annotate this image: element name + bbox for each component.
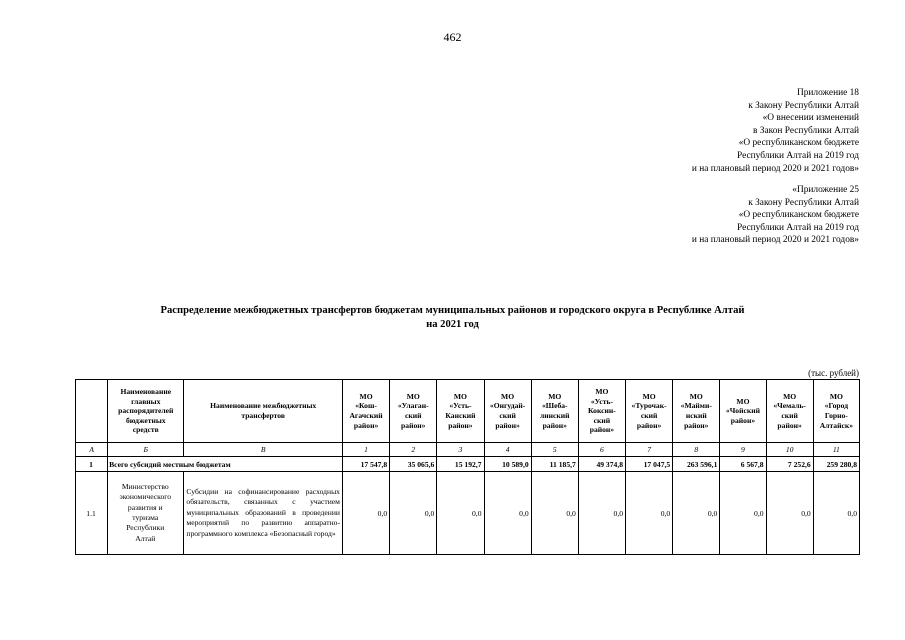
row-value: 0,0 [342, 472, 389, 555]
index-cell: 1 [342, 443, 389, 457]
row-number: 1.1 [76, 472, 108, 555]
transfer-description: Субсидии на софинансирование расходных обязательств, связанных с участием муниципальных образований в проведении мероприятий по развитию аппаратно-программного комплекса «Безопасный город» [184, 472, 343, 555]
title-line-2: на 2021 год [426, 319, 479, 330]
header-transfer: Наименование межбюджетных трансфертов [184, 380, 343, 443]
appendix-line: к Закону Республики Алтай [748, 100, 859, 111]
total-value: 7 252,6 [766, 457, 813, 472]
appendix-line: Приложение 18 [796, 88, 859, 98]
table-row [76, 472, 860, 555]
appendix-line: «О внесении изменений [762, 113, 859, 124]
total-value: 49 374,8 [578, 457, 625, 472]
index-cell: А [76, 443, 108, 457]
total-value: 17 547,8 [342, 457, 389, 472]
index-cell: 2 [390, 443, 437, 457]
index-cell: 4 [484, 443, 531, 457]
row-value: 0,0 [766, 472, 813, 555]
header-num [76, 380, 108, 443]
header-municipality: МО «Турочак- ский район» [626, 380, 673, 443]
appendix-line: и на плановый период 2020 и 2021 годов» [691, 163, 859, 174]
row-number: 1 [76, 457, 108, 472]
total-label: Всего субсидий местным бюджетам [108, 457, 343, 472]
total-value: 15 192,7 [437, 457, 484, 472]
appendix-line: Республики Алтай на 2019 год [737, 150, 859, 161]
total-value: 10 589,0 [484, 457, 531, 472]
row-value: 0,0 [437, 472, 484, 555]
appendix-line: и на плановый период 2020 и 2021 годов» [691, 235, 859, 246]
units-note: (тыс. рублей) [808, 368, 859, 378]
total-value: 259 280,8 [813, 457, 859, 472]
row-value: 0,0 [626, 472, 673, 555]
index-cell: 3 [437, 443, 484, 457]
appendix-line: «О республиканском бюджете [738, 210, 859, 221]
index-cell: 10 [766, 443, 813, 457]
row-value: 0,0 [531, 472, 578, 555]
column-index-row [76, 443, 860, 457]
index-cell: 6 [578, 443, 625, 457]
appendix-line: «Приложение 25 [792, 185, 859, 195]
index-cell: 8 [673, 443, 720, 457]
row-value: 0,0 [673, 472, 720, 555]
row-value: 0,0 [578, 472, 625, 555]
total-value: 263 596,1 [673, 457, 720, 472]
row-value: 0,0 [484, 472, 531, 555]
appendix-18-note [692, 87, 859, 175]
header-municipality: МО «Усть- Коксин- ский район» [578, 380, 625, 443]
index-cell: 5 [531, 443, 578, 457]
header-municipality: МО «Шеба- линский район» [531, 380, 578, 443]
header-municipality: МО «Чойский район» [720, 380, 766, 443]
header-municipality: МО «Город Горно- Алтайск» [813, 380, 859, 443]
appendix-line: в Закон Республики Алтай [753, 125, 859, 136]
index-cell: 9 [720, 443, 766, 457]
header-municipality: МО «Майми- нский район» [673, 380, 720, 443]
total-value: 11 185,7 [531, 457, 578, 472]
page-number: 462 [443, 30, 462, 44]
appendix-line: Республики Алтай на 2019 год [737, 222, 859, 233]
appendix-line: к Закону Республики Алтай [748, 197, 859, 208]
row-value: 0,0 [720, 472, 766, 555]
header-admin: Наименование главных распорядителей бюджетных средств [108, 380, 184, 443]
header-municipality: МО «Усть- Канский район» [437, 380, 484, 443]
total-value: 35 065,6 [390, 457, 437, 472]
header-municipality: МО «Кош- Агачский район» [342, 380, 389, 443]
row-value: 0,0 [813, 472, 859, 555]
transfers-table [75, 379, 860, 555]
row-value: 0,0 [390, 472, 437, 555]
appendix-line: «О республиканском бюджете [738, 138, 859, 149]
header-municipality: МО «Улаган- ский район» [390, 380, 437, 443]
title-line-1: Распределение межбюджетных трансфертов бюджетам муниципальных районов и городского округа в Республике Алтай [160, 305, 745, 316]
header-row [76, 380, 860, 443]
index-cell: Б [108, 443, 184, 457]
admin-name: Министерство экономического развития и туризма Республики Алтай [108, 472, 184, 555]
document-title [0, 304, 905, 332]
header-municipality: МО «Онгудай- ский район» [484, 380, 531, 443]
total-value: 6 567,8 [720, 457, 766, 472]
total-row [76, 457, 860, 472]
index-cell: В [184, 443, 343, 457]
header-municipality: МО «Чемаль- ский район» [766, 380, 813, 443]
index-cell: 11 [813, 443, 859, 457]
total-value: 17 047,5 [626, 457, 673, 472]
index-cell: 7 [626, 443, 673, 457]
appendix-25-note [692, 184, 859, 247]
